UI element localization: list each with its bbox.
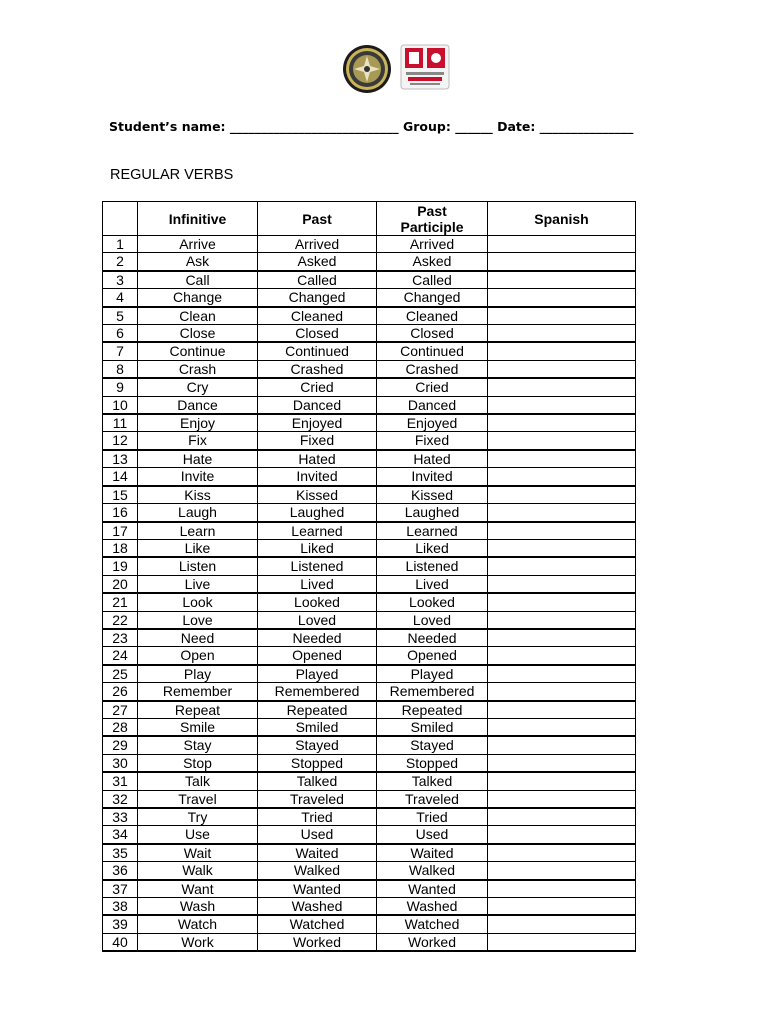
past-cell: Liked <box>258 539 377 557</box>
past-participle-cell: Asked <box>377 253 488 271</box>
spanish-cell[interactable] <box>488 360 636 378</box>
past-participle-cell: Smiled <box>377 718 488 736</box>
spanish-cell[interactable] <box>488 271 636 289</box>
table-row <box>103 933 636 951</box>
row-number: 32 <box>103 790 138 808</box>
spanish-cell[interactable] <box>488 665 636 683</box>
table-row <box>103 378 636 396</box>
table-row <box>103 915 636 933</box>
spanish-cell[interactable] <box>488 342 636 360</box>
past-cell: Continued <box>258 342 377 360</box>
row-number: 39 <box>103 915 138 933</box>
header-logos <box>342 44 450 94</box>
past-participle-cell: Learned <box>377 522 488 540</box>
table-row <box>103 450 636 468</box>
student-info-line: Student’s name: ___________________________ Group: ______ Date: _______________ <box>109 119 634 134</box>
infinitive-cell: Watch <box>138 915 258 933</box>
row-number: 27 <box>103 701 138 719</box>
spanish-cell[interactable] <box>488 539 636 557</box>
row-number: 24 <box>103 647 138 665</box>
past-participle-cell: Opened <box>377 647 488 665</box>
infinitive-cell: Like <box>138 539 258 557</box>
spanish-cell[interactable] <box>488 754 636 772</box>
column-header-number <box>103 202 138 236</box>
infinitive-cell: Live <box>138 575 258 593</box>
table-row <box>103 432 636 450</box>
spanish-cell[interactable] <box>488 862 636 880</box>
past-participle-cell: Talked <box>377 772 488 790</box>
spanish-cell[interactable] <box>488 844 636 862</box>
past-participle-cell: Called <box>377 271 488 289</box>
infinitive-cell: Enjoy <box>138 414 258 432</box>
table-row <box>103 271 636 289</box>
infinitive-cell: Change <box>138 289 258 307</box>
spanish-cell[interactable] <box>488 898 636 916</box>
spanish-cell[interactable] <box>488 414 636 432</box>
infinitive-cell: Repeat <box>138 701 258 719</box>
past-cell: Traveled <box>258 790 377 808</box>
infinitive-cell: Listen <box>138 557 258 575</box>
row-number: 5 <box>103 307 138 325</box>
row-number: 33 <box>103 808 138 826</box>
table-row <box>103 611 636 629</box>
row-number: 23 <box>103 629 138 647</box>
past-cell: Opened <box>258 647 377 665</box>
table-row <box>103 790 636 808</box>
past-participle-cell: Watched <box>377 915 488 933</box>
spanish-cell[interactable] <box>488 432 636 450</box>
infinitive-cell: Look <box>138 593 258 611</box>
past-participle-cell: Stayed <box>377 736 488 754</box>
row-number: 36 <box>103 862 138 880</box>
past-cell: Repeated <box>258 701 377 719</box>
past-cell: Remembered <box>258 683 377 701</box>
spanish-cell[interactable] <box>488 289 636 307</box>
table-row <box>103 683 636 701</box>
table-row <box>103 629 636 647</box>
spanish-cell[interactable] <box>488 307 636 325</box>
spanish-cell[interactable] <box>488 450 636 468</box>
spanish-cell[interactable] <box>488 378 636 396</box>
past-participle-cell: Kissed <box>377 486 488 504</box>
row-number: 17 <box>103 522 138 540</box>
past-cell: Fixed <box>258 432 377 450</box>
past-participle-cell: Remembered <box>377 683 488 701</box>
past-participle-cell: Danced <box>377 396 488 414</box>
row-number: 13 <box>103 450 138 468</box>
table-row <box>103 593 636 611</box>
row-number: 15 <box>103 486 138 504</box>
infinitive-cell: Fix <box>138 432 258 450</box>
spanish-cell[interactable] <box>488 736 636 754</box>
table-row <box>103 808 636 826</box>
table-row <box>103 701 636 719</box>
row-number: 37 <box>103 880 138 898</box>
table-row <box>103 486 636 504</box>
past-cell: Changed <box>258 289 377 307</box>
infinitive-cell: Walk <box>138 862 258 880</box>
spanish-cell[interactable] <box>488 325 636 343</box>
table-body <box>103 236 636 952</box>
past-cell: Stayed <box>258 736 377 754</box>
table-row <box>103 736 636 754</box>
infinitive-cell: Travel <box>138 790 258 808</box>
past-cell: Invited <box>258 468 377 486</box>
past-cell: Loved <box>258 611 377 629</box>
past-cell: Washed <box>258 898 377 916</box>
infinitive-cell: Continue <box>138 342 258 360</box>
table-row <box>103 307 636 325</box>
infinitive-cell: Laugh <box>138 504 258 522</box>
row-number: 7 <box>103 342 138 360</box>
row-number: 35 <box>103 844 138 862</box>
row-number: 26 <box>103 683 138 701</box>
past-participle-cell: Repeated <box>377 701 488 719</box>
infinitive-cell: Clean <box>138 307 258 325</box>
row-number: 20 <box>103 575 138 593</box>
spanish-cell[interactable] <box>488 236 636 253</box>
row-number: 3 <box>103 271 138 289</box>
past-participle-cell: Traveled <box>377 790 488 808</box>
past-participle-cell: Played <box>377 665 488 683</box>
past-cell: Crashed <box>258 360 377 378</box>
column-header-spanish: Spanish <box>488 202 636 236</box>
past-cell: Wanted <box>258 880 377 898</box>
past-cell: Needed <box>258 629 377 647</box>
past-cell: Danced <box>258 396 377 414</box>
row-number: 25 <box>103 665 138 683</box>
spanish-cell[interactable] <box>488 647 636 665</box>
infinitive-cell: Wait <box>138 844 258 862</box>
spanish-cell[interactable] <box>488 701 636 719</box>
infinitive-cell: Stop <box>138 754 258 772</box>
past-participle-cell: Liked <box>377 539 488 557</box>
infinitive-cell: Stay <box>138 736 258 754</box>
infinitive-cell: Ask <box>138 253 258 271</box>
infinitive-cell: Remember <box>138 683 258 701</box>
past-participle-cell: Tried <box>377 808 488 826</box>
row-number: 38 <box>103 898 138 916</box>
past-participle-cell: Washed <box>377 898 488 916</box>
past-cell: Learned <box>258 522 377 540</box>
spanish-cell[interactable] <box>488 504 636 522</box>
infinitive-cell: Try <box>138 808 258 826</box>
row-number: 31 <box>103 772 138 790</box>
table-row <box>103 718 636 736</box>
row-number: 2 <box>103 253 138 271</box>
past-cell: Worked <box>258 933 377 951</box>
spanish-cell[interactable] <box>488 718 636 736</box>
row-number: 34 <box>103 826 138 844</box>
row-number: 9 <box>103 378 138 396</box>
row-number: 8 <box>103 360 138 378</box>
column-header-past-participle: Past Participle <box>377 202 488 236</box>
infinitive-cell: Love <box>138 611 258 629</box>
past-participle-cell: Listened <box>377 557 488 575</box>
infinitive-cell: Talk <box>138 772 258 790</box>
spanish-cell[interactable] <box>488 915 636 933</box>
past-participle-cell: Changed <box>377 289 488 307</box>
table-row <box>103 557 636 575</box>
past-cell: Played <box>258 665 377 683</box>
infinitive-cell: Work <box>138 933 258 951</box>
past-participle-cell: Hated <box>377 450 488 468</box>
row-number: 21 <box>103 593 138 611</box>
infinitive-cell: Close <box>138 325 258 343</box>
table-row <box>103 396 636 414</box>
spanish-cell[interactable] <box>488 826 636 844</box>
past-participle-cell: Needed <box>377 629 488 647</box>
table-row <box>103 647 636 665</box>
row-number: 18 <box>103 539 138 557</box>
row-number: 30 <box>103 754 138 772</box>
table-row <box>103 539 636 557</box>
table-row <box>103 898 636 916</box>
row-number: 28 <box>103 718 138 736</box>
table-row <box>103 575 636 593</box>
row-number: 11 <box>103 414 138 432</box>
spanish-cell[interactable] <box>488 253 636 271</box>
past-cell: Lived <box>258 575 377 593</box>
spanish-cell[interactable] <box>488 593 636 611</box>
past-participle-cell: Continued <box>377 342 488 360</box>
past-cell: Walked <box>258 862 377 880</box>
table-row <box>103 880 636 898</box>
past-participle-cell: Crashed <box>377 360 488 378</box>
past-participle-cell: Cleaned <box>377 307 488 325</box>
spanish-cell[interactable] <box>488 468 636 486</box>
infinitive-cell: Hate <box>138 450 258 468</box>
past-participle-cell: Stopped <box>377 754 488 772</box>
infinitive-cell: Smile <box>138 718 258 736</box>
row-number: 29 <box>103 736 138 754</box>
past-participle-cell: Lived <box>377 575 488 593</box>
infinitive-cell: Need <box>138 629 258 647</box>
spanish-cell[interactable] <box>488 933 636 951</box>
past-participle-cell: Used <box>377 826 488 844</box>
past-cell: Asked <box>258 253 377 271</box>
past-cell: Closed <box>258 325 377 343</box>
spanish-cell[interactable] <box>488 522 636 540</box>
spanish-cell[interactable] <box>488 396 636 414</box>
row-number: 19 <box>103 557 138 575</box>
spanish-cell[interactable] <box>488 880 636 898</box>
infinitive-cell: Kiss <box>138 486 258 504</box>
past-cell: Cleaned <box>258 307 377 325</box>
table-row <box>103 844 636 862</box>
past-participle-cell: Wanted <box>377 880 488 898</box>
past-participle-cell: Invited <box>377 468 488 486</box>
infinitive-cell: Wash <box>138 898 258 916</box>
past-cell: Kissed <box>258 486 377 504</box>
row-number: 12 <box>103 432 138 450</box>
seal-logo <box>342 44 392 94</box>
past-participle-cell: Loved <box>377 611 488 629</box>
infinitive-cell: Dance <box>138 396 258 414</box>
past-cell: Cried <box>258 378 377 396</box>
table-row <box>103 342 636 360</box>
past-cell: Enjoyed <box>258 414 377 432</box>
infinitive-cell: Want <box>138 880 258 898</box>
past-cell: Hated <box>258 450 377 468</box>
row-number: 1 <box>103 236 138 253</box>
spanish-cell[interactable] <box>488 575 636 593</box>
spanish-cell[interactable] <box>488 486 636 504</box>
table-row <box>103 289 636 307</box>
past-cell: Waited <box>258 844 377 862</box>
table-row <box>103 862 636 880</box>
row-number: 14 <box>103 468 138 486</box>
past-cell: Called <box>258 271 377 289</box>
table-row <box>103 754 636 772</box>
infinitive-cell: Invite <box>138 468 258 486</box>
infinitive-cell: Crash <box>138 360 258 378</box>
spanish-cell[interactable] <box>488 772 636 790</box>
past-participle-cell: Fixed <box>377 432 488 450</box>
infinitive-cell: Learn <box>138 522 258 540</box>
past-participle-cell: Worked <box>377 933 488 951</box>
past-cell: Tried <box>258 808 377 826</box>
table-row <box>103 522 636 540</box>
spanish-cell[interactable] <box>488 790 636 808</box>
column-header-infinitive: Infinitive <box>138 202 258 236</box>
table-row <box>103 253 636 271</box>
past-cell: Arrived <box>258 236 377 253</box>
regular-verbs-table <box>102 201 636 952</box>
past-participle-cell: Closed <box>377 325 488 343</box>
spanish-cell[interactable] <box>488 683 636 701</box>
spanish-cell[interactable] <box>488 611 636 629</box>
table-row <box>103 325 636 343</box>
past-cell: Listened <box>258 557 377 575</box>
university-crest-logo <box>400 44 450 90</box>
infinitive-cell: Call <box>138 271 258 289</box>
table-row <box>103 772 636 790</box>
past-participle-cell: Waited <box>377 844 488 862</box>
column-header-past: Past <box>258 202 377 236</box>
table-row <box>103 414 636 432</box>
infinitive-cell: Open <box>138 647 258 665</box>
table-row <box>103 504 636 522</box>
row-number: 16 <box>103 504 138 522</box>
past-participle-cell: Arrived <box>377 236 488 253</box>
row-number: 6 <box>103 325 138 343</box>
infinitive-cell: Use <box>138 826 258 844</box>
past-cell: Laughed <box>258 504 377 522</box>
spanish-cell[interactable] <box>488 629 636 647</box>
past-participle-cell: Walked <box>377 862 488 880</box>
past-participle-cell: Cried <box>377 378 488 396</box>
table-row <box>103 665 636 683</box>
infinitive-cell: Play <box>138 665 258 683</box>
past-cell: Watched <box>258 915 377 933</box>
infinitive-cell: Arrive <box>138 236 258 253</box>
section-title: REGULAR VERBS <box>110 167 234 183</box>
past-cell: Stopped <box>258 754 377 772</box>
past-participle-cell: Looked <box>377 593 488 611</box>
row-number: 40 <box>103 933 138 951</box>
spanish-cell[interactable] <box>488 808 636 826</box>
table-row <box>103 826 636 844</box>
table-header-row <box>103 202 636 236</box>
row-number: 10 <box>103 396 138 414</box>
row-number: 22 <box>103 611 138 629</box>
table-row <box>103 360 636 378</box>
spanish-cell[interactable] <box>488 557 636 575</box>
infinitive-cell: Cry <box>138 378 258 396</box>
past-cell: Looked <box>258 593 377 611</box>
past-cell: Talked <box>258 772 377 790</box>
table-row <box>103 236 636 253</box>
past-cell: Used <box>258 826 377 844</box>
past-cell: Smiled <box>258 718 377 736</box>
past-participle-cell: Laughed <box>377 504 488 522</box>
table-row <box>103 468 636 486</box>
past-participle-cell: Enjoyed <box>377 414 488 432</box>
row-number: 4 <box>103 289 138 307</box>
